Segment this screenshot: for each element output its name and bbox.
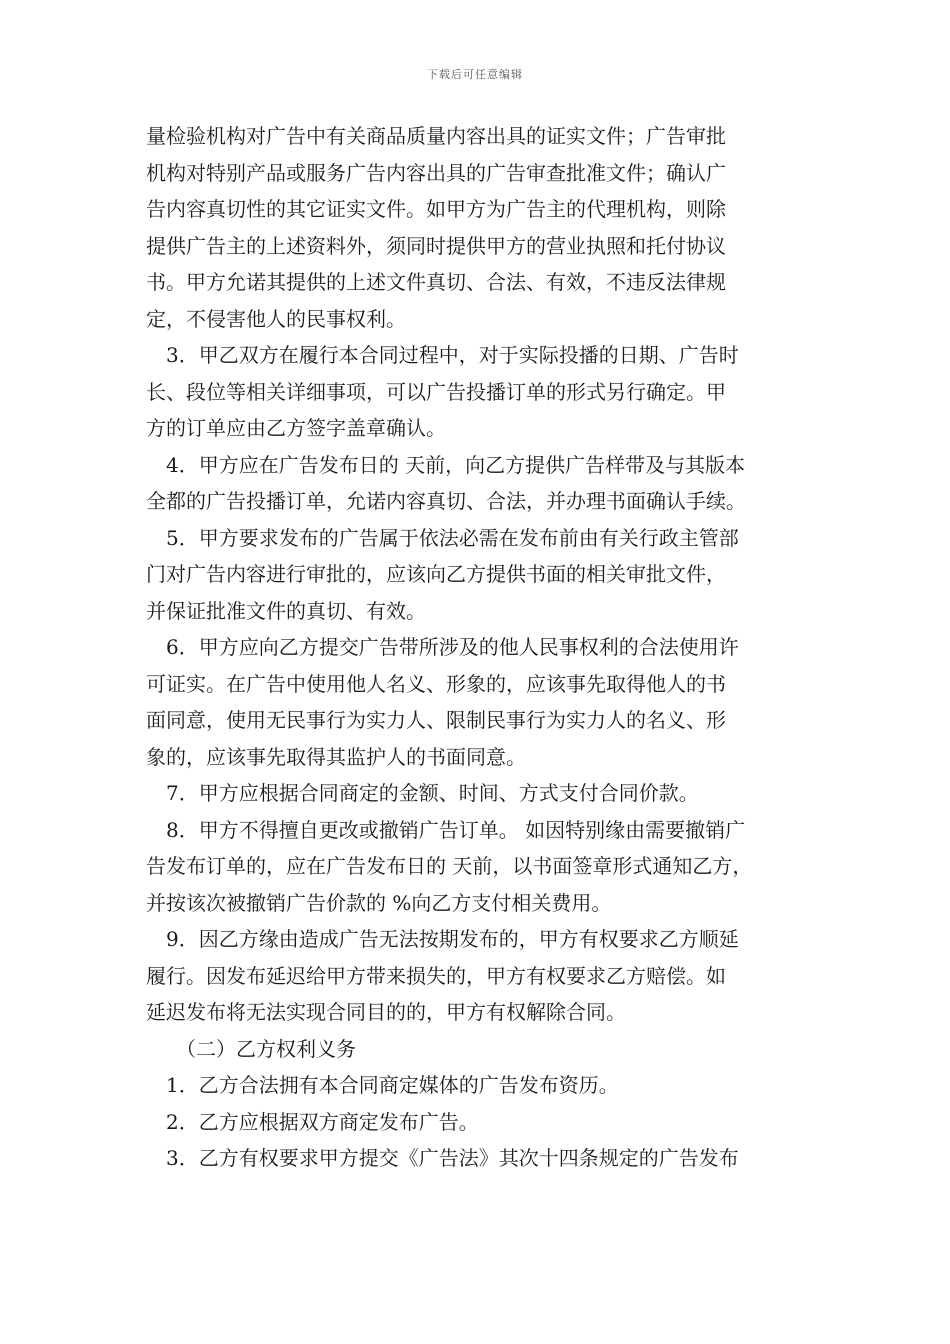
text-line: 量检验机构对广告中有关商品质量内容出具的证实文件；广告审批 <box>146 124 726 148</box>
page-header: 下载后可任意编辑 <box>427 68 523 81</box>
text-line: 并按该次被撤销广告价款的 %向乙方支付相关费用。 <box>146 890 612 915</box>
text-line: 1．乙方合法拥有本合同商定媒体的广告发布资历。 <box>166 1073 619 1097</box>
text-line: 方的订单应由乙方签字盖章确认。 <box>146 416 446 440</box>
text-line: 提供广告主的上述资料外，须同时提供甲方的营业执照和托付协议 <box>146 233 726 258</box>
text-line: （二）乙方权利义务 <box>176 1036 356 1061</box>
text-line: 面同意，使用无民事行为实力人、限制民事行为实力人的名义、形 <box>146 708 726 732</box>
text-line: 可证实。在广告中使用他人名义、形象的，应该事先取得他人的书 <box>146 671 726 696</box>
text-line: 告发布订单的，应在广告发布日的 天前，以书面签章形式通知乙方， <box>146 854 753 878</box>
document-body <box>146 118 816 1177</box>
text-line: 定，不侵害他人的民事权利。 <box>146 306 406 331</box>
text-line: 8．甲方不得擅自更改或撤销广告订单。 如因特别缘由需要撤销广 <box>166 817 746 842</box>
text-line: 4．甲方应在广告发布日的 天前，向乙方提供广告样带及与其版本 <box>166 452 746 477</box>
text-line: 2．乙方应根据双方商定发布广告。 <box>166 1109 479 1134</box>
text-line: 6．甲方应向乙方提交广告带所涉及的他人民事权利的合法使用许 <box>166 635 739 659</box>
text-line: 并保证批准文件的真切、有效。 <box>146 598 426 623</box>
text-line: 书。甲方允诺其提供的上述文件真切、合法、有效，不违反法律规 <box>146 270 726 294</box>
text-line: 9．因乙方缘由造成广告无法按期发布的，甲方有权要求乙方顺延 <box>166 927 739 951</box>
text-line: 7．甲方应根据合同商定的金额、时间、方式支付合同价款。 <box>166 781 699 805</box>
text-line: 门对广告内容进行审批的，应该向乙方提供书面的相关审批文件， <box>146 562 726 586</box>
text-line: 机构对特别产品或服务广告内容出具的广告审查批准文件；确认广 <box>146 160 726 185</box>
text-line: 象的，应该事先取得其监护人的书面同意。 <box>146 744 526 769</box>
text-line: 3．乙方有权要求甲方提交《广告法》其次十四条规定的广告发布 <box>166 1146 739 1170</box>
text-line: 告内容真切性的其它证实文件。如甲方为广告主的代理机构，则除 <box>146 197 726 221</box>
text-line: 5．甲方要求发布的广告属于依法必需在发布前由有关行政主管部 <box>166 525 739 550</box>
text-line: 3．甲乙双方在履行本合同过程中，对于实际投播的日期、广告时 <box>166 343 739 367</box>
text-line: 全都的广告投播订单，允诺内容真切、合法，并办理书面确认手续。 <box>146 489 746 513</box>
text-line: 长、段位等相关详细事项，可以广告投播订单的形式另行确定。甲 <box>146 379 726 404</box>
text-line: 履行。因发布延迟给甲方带来损失的，甲方有权要求乙方赔偿。如 <box>146 963 726 988</box>
text-line: 延迟发布将无法实现合同目的的，甲方有权解除合同。 <box>146 1000 626 1024</box>
